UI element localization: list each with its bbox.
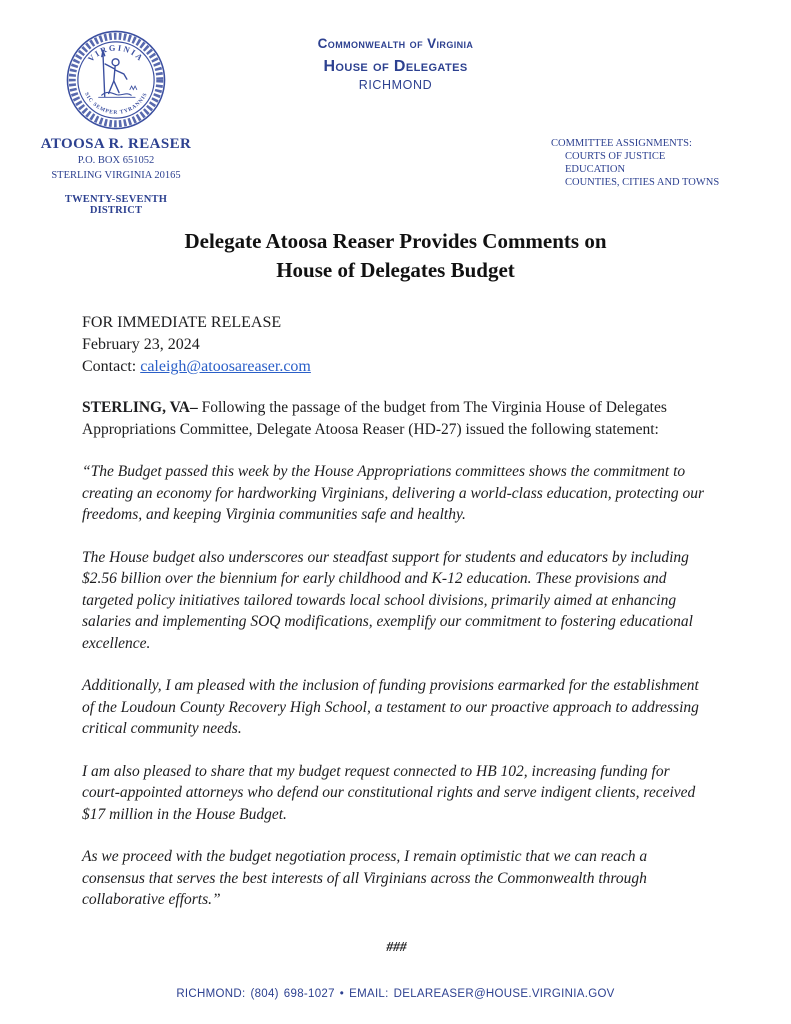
body-text (82, 397, 711, 957)
contact-email-link[interactable]: caleigh@atoosareaser.com (140, 358, 311, 375)
letterhead (0, 0, 791, 216)
committee-assignments-heading: COMMITTEE ASSIGNMENTS: (551, 138, 692, 149)
quote-paragraph: I am also pleased to share that my budget request connected to HB 102, increasing funding for court-appointed attorneys who defend our constitutional rights and serve indigent clients, received $17 million in the House Budget. (82, 762, 696, 823)
quote-paragraph: As we proceed with the budget negotiation process, I remain optimistic that we can reach a consensus that serves the best interests of all Virginians across the Commonwealth through collaborative efforts.” (82, 848, 648, 908)
committee-assignments-block (551, 137, 719, 189)
committee-item: COUNTIES, CITIES AND TOWNS (565, 177, 720, 188)
seal-top-text: VIRGINIA (86, 43, 146, 64)
footer-contact-line: RICHMOND: (804) 698-1027 • EMAIL: DELAREASER@HOUSE.VIRGINIA.GOV (176, 988, 615, 1000)
page-title (0, 227, 791, 285)
page-title-line1: Delegate Atoosa Reaser Provides Comments on (184, 229, 607, 253)
release-info-block (82, 312, 711, 378)
committee-item: COURTS OF JUSTICE (565, 151, 666, 162)
dateline: STERLING, VA– (82, 399, 198, 416)
contact-line (82, 356, 711, 378)
svg-text:SIC SEMPER TYRANNIS (83, 92, 149, 116)
release-date: February 23, 2024 (82, 336, 200, 353)
official-name: ATOOSA R. REASER (40, 136, 192, 152)
seal-motto-text: SIC SEMPER TYRANNIS (83, 91, 149, 116)
end-mark: ### (386, 938, 407, 954)
quote-paragraph: Additionally, I am pleased with the inclusion of funding provisions earmarked for the establishment of the Loudoun County Recovery High School, a testament to our proactive approach to addressing critical community needs. (82, 677, 699, 737)
quote-paragraph: The House budget also underscores our steadfast support for students and educators by including $2.56 billion over the biennium for early childhood and K-12 education. These provisions and targeted policy initiatives tailored towards local school divisions, primarily aimed at enhancing salaries and implementing SOQ modifications, exemplify our commitment to fostering educational excellence. (82, 548, 693, 652)
committee-list (565, 150, 719, 189)
letterhead-center-block (0, 36, 791, 92)
release-label: FOR IMMEDIATE RELEASE (82, 314, 282, 331)
official-address-line2: STERLING VIRGINIA 20165 (51, 169, 181, 181)
official-address-line1: P.O. BOX 651052 (77, 155, 155, 166)
lead-paragraph (82, 397, 711, 440)
official-district: TWENTY-SEVENTH DISTRICT (64, 194, 168, 216)
commonwealth-line: Commonwealth of Virginia (317, 36, 474, 51)
contact-label: Contact: (82, 358, 141, 375)
committee-item: EDUCATION (565, 164, 626, 175)
quote-paragraph: “The Budget passed this week by the House Appropriations committees shows the commitment to creating an economy for hardworking Virginians, delivering a world-class education, protecting our freedoms, and keeping Virginia communities safe and healthy. (82, 463, 705, 523)
page-title-line2: House of Delegates Budget (276, 258, 515, 282)
richmond-line: RICHMOND (358, 78, 433, 92)
house-of-delegates-line: House of Delegates (323, 58, 468, 75)
lead-text: Following the passage of the budget from The Virginia House of Delegates Appropriations Committee, Delegate Atoosa Reaser (HD-27) issued the following statement: (82, 399, 667, 438)
